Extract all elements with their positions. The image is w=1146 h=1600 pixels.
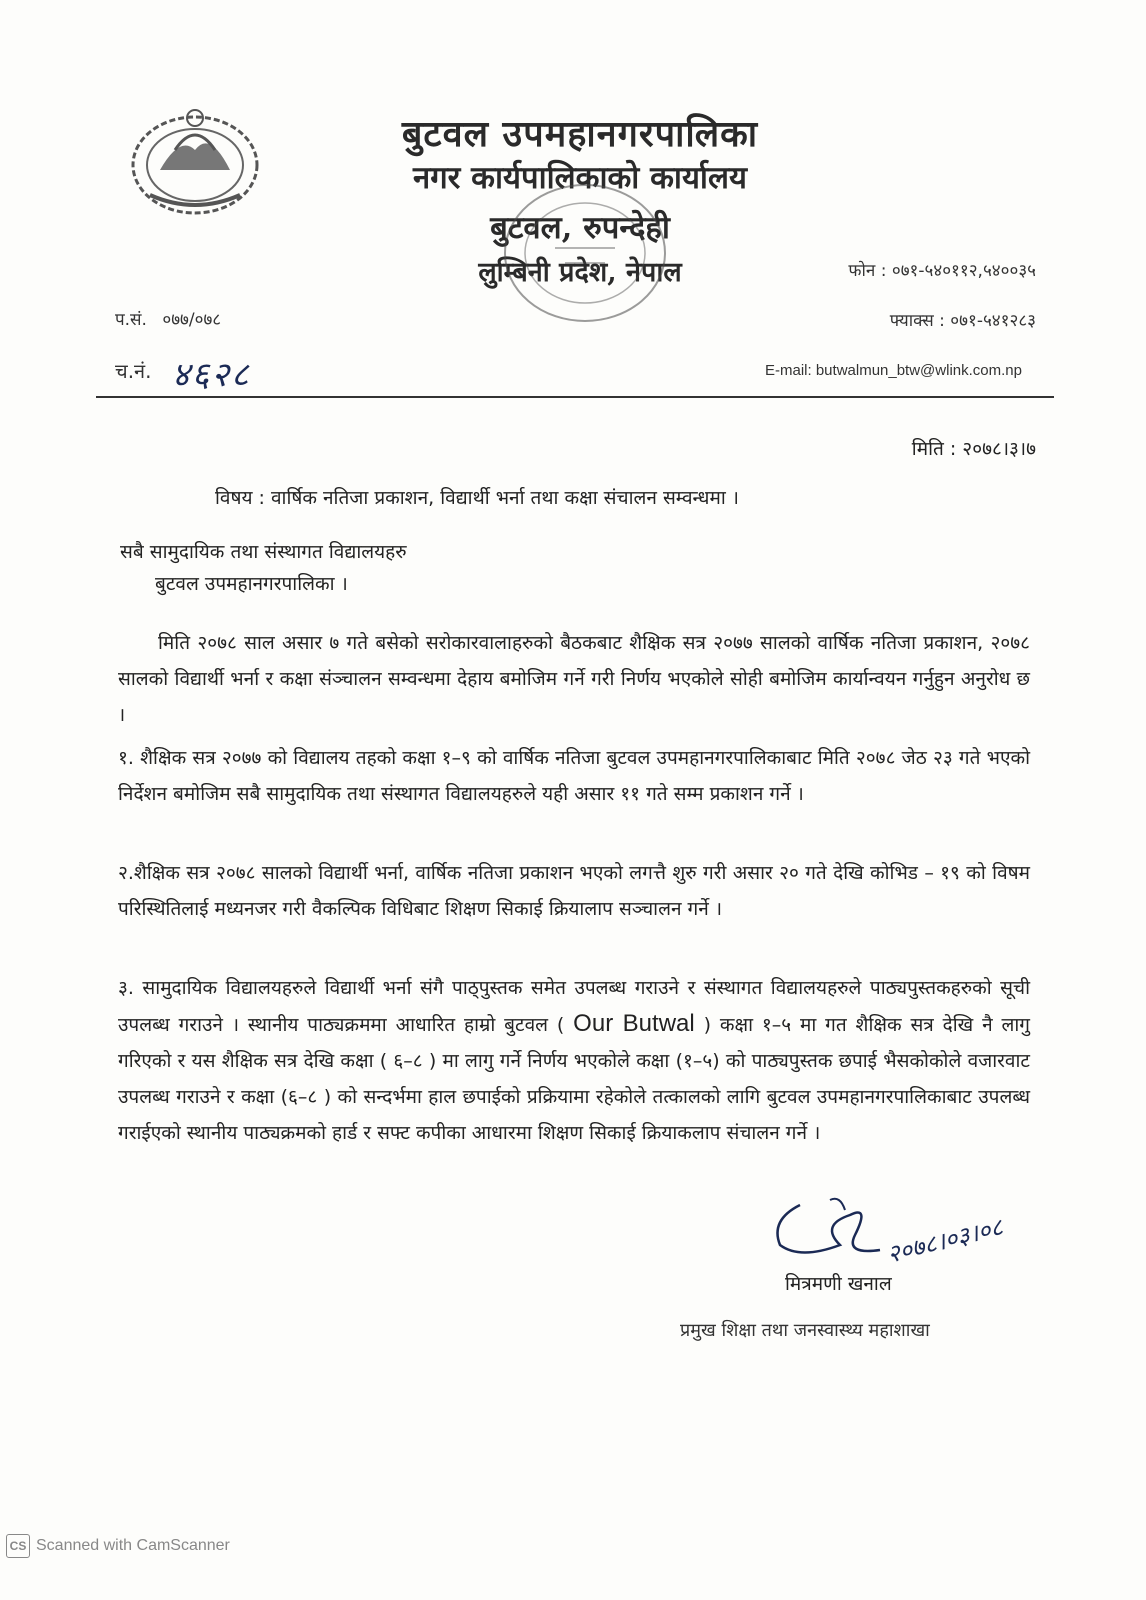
letterhead-province: लुम्बिनी प्रदेश, नेपाल <box>478 257 682 288</box>
signatory-designation: प्रमुख शिक्षा तथा जनस्वास्थ्य महाशाखा <box>680 1320 930 1341</box>
reference-number: प.सं. ०७७/०७८ <box>115 310 222 330</box>
letter-subject: विषय : वार्षिक नतिजा प्रकाशन, विद्यार्थी भर्ना तथा कक्षा संचालन सम्वन्धमा । <box>215 487 740 509</box>
point-1-paragraph: १. शैक्षिक सत्र २०७७ को विद्यालय तहको कक्षा १–९ को वार्षिक नतिजा बुटवल उपमहानगरपालिकाबाट मिति २०७८ जेठ २३ गते भएको निर्देशन बमोजिम सबै सामुदायिक तथा संस्थागत विद्यालयहरुले यही असार ११ गते सम्म प्रकाशन गर्ने । <box>118 747 1030 805</box>
email-address: E-mail: butwalmun_btw@wlink.com.np <box>765 362 1022 379</box>
fax-number: फ्याक्स : ०७१-५४१२८३ <box>889 311 1036 331</box>
dispatch-number-value: ४६२८ <box>172 355 251 395</box>
reference-number-value: ०७७/०७८ <box>162 310 222 330</box>
recipient-line-1: सबै सामुदायिक तथा संस्थागत विद्यालयहरु <box>120 541 407 563</box>
recipient-line-2: बुटवल उपमहानगरपालिका । <box>155 573 348 595</box>
intro-paragraph: मिति २०७८ साल असार ७ गते बसेको सरोकारवालाहरुको बैठकबाट शैक्षिक सत्र २०७७ सालको वार्षिक नतिजा प्रकाशन, २०७८ सालको विद्यार्थी भर्ना र कक्षा संञ्चालन सम्वन्धमा देहाय बमोजिम गर्ने गरी निर्णय भएकोले सोही बमोजिम कार्यान्वयन गर्नुहुन अनुरोध छ । <box>118 632 1030 726</box>
handwritten-signature <box>760 1175 1060 1275</box>
point-3-paragraph: ३. सामुदायिक विद्यालयहरुले विद्यार्थी भर्ना संगै पाठ्पुस्तक समेत उपलब्ध गराउने र संस्थागत विद्यालयहरुले पाठ्यपुस्तकहरुको सूची उपलब्ध गराउने । स्थानीय पाठ्यक्रममा आधारित हाम्रो बुटवल ( Our Butwal ) कक्षा १–५ मा गत शैक्षिक सत्र देखि नै लागु गरिएको र यस शैक्षिक सत्र देखि कक्षा ( ६–८ ) मा लागु गर्ने निर्णय भएकोले कक्षा (१–५) को पाठ्यपुस्तक छपाई भैसकोकोले वजारवाट उपलब्ध गराउने र कक्षा (६–८ ) को सन्दर्भमा हाल छपाईको प्रक्रियामा रहेकोले तत्कालको लागि बुटवल उपमहानगरपालिकाबाट उपलब्ध गराईएको स्थानीय पाठ्यक्रमको हार्ड र सफ्ट कपीका आधारमा शिक्षण सिकाई क्रियाकलाप संचालन गर्ने । <box>118 977 1030 1144</box>
letter-date: मिति : २०७८।३।७ <box>911 438 1036 460</box>
camscanner-watermark <box>6 1534 230 1558</box>
our-butwal-label: Our Butwal <box>573 1010 695 1037</box>
letterhead-office: नगर कार्यपालिकाको कार्यालय <box>413 160 747 196</box>
phone-number: फोन : ०७१-५४०११२,५४००३५ <box>848 261 1036 281</box>
signature-date: २०७८।०३।०८ <box>884 1212 1006 1269</box>
signatory-name: मित्रमणी खनाल <box>785 1273 892 1295</box>
camscanner-icon: CS <box>6 1534 30 1558</box>
nepal-emblem-icon <box>120 100 270 220</box>
header-divider <box>96 396 1054 398</box>
letterhead-title: बुटवल उपमहानगरपालिका <box>401 113 759 155</box>
point-2-paragraph: २.शैक्षिक सत्र २०७८ सालको विद्यार्थी भर्ना, वार्षिक नतिजा प्रकाशन भएको लगत्तै शुरु गरी असार २० गते देखि कोभिड – १९ को विषम परिस्थितिलाई मध्यनजर गरी वैकल्पिक विधिबाट शिक्षण सिकाई क्रियालाप सञ्चालन गर्ने । <box>118 862 1030 920</box>
official-stamp-icon <box>495 178 675 328</box>
letterhead-location: बुटवल, रुपन्देही <box>490 210 670 246</box>
dispatch-number-label: च.नं. <box>115 359 152 383</box>
camscanner-label: Scanned with CamScanner <box>36 1537 230 1554</box>
